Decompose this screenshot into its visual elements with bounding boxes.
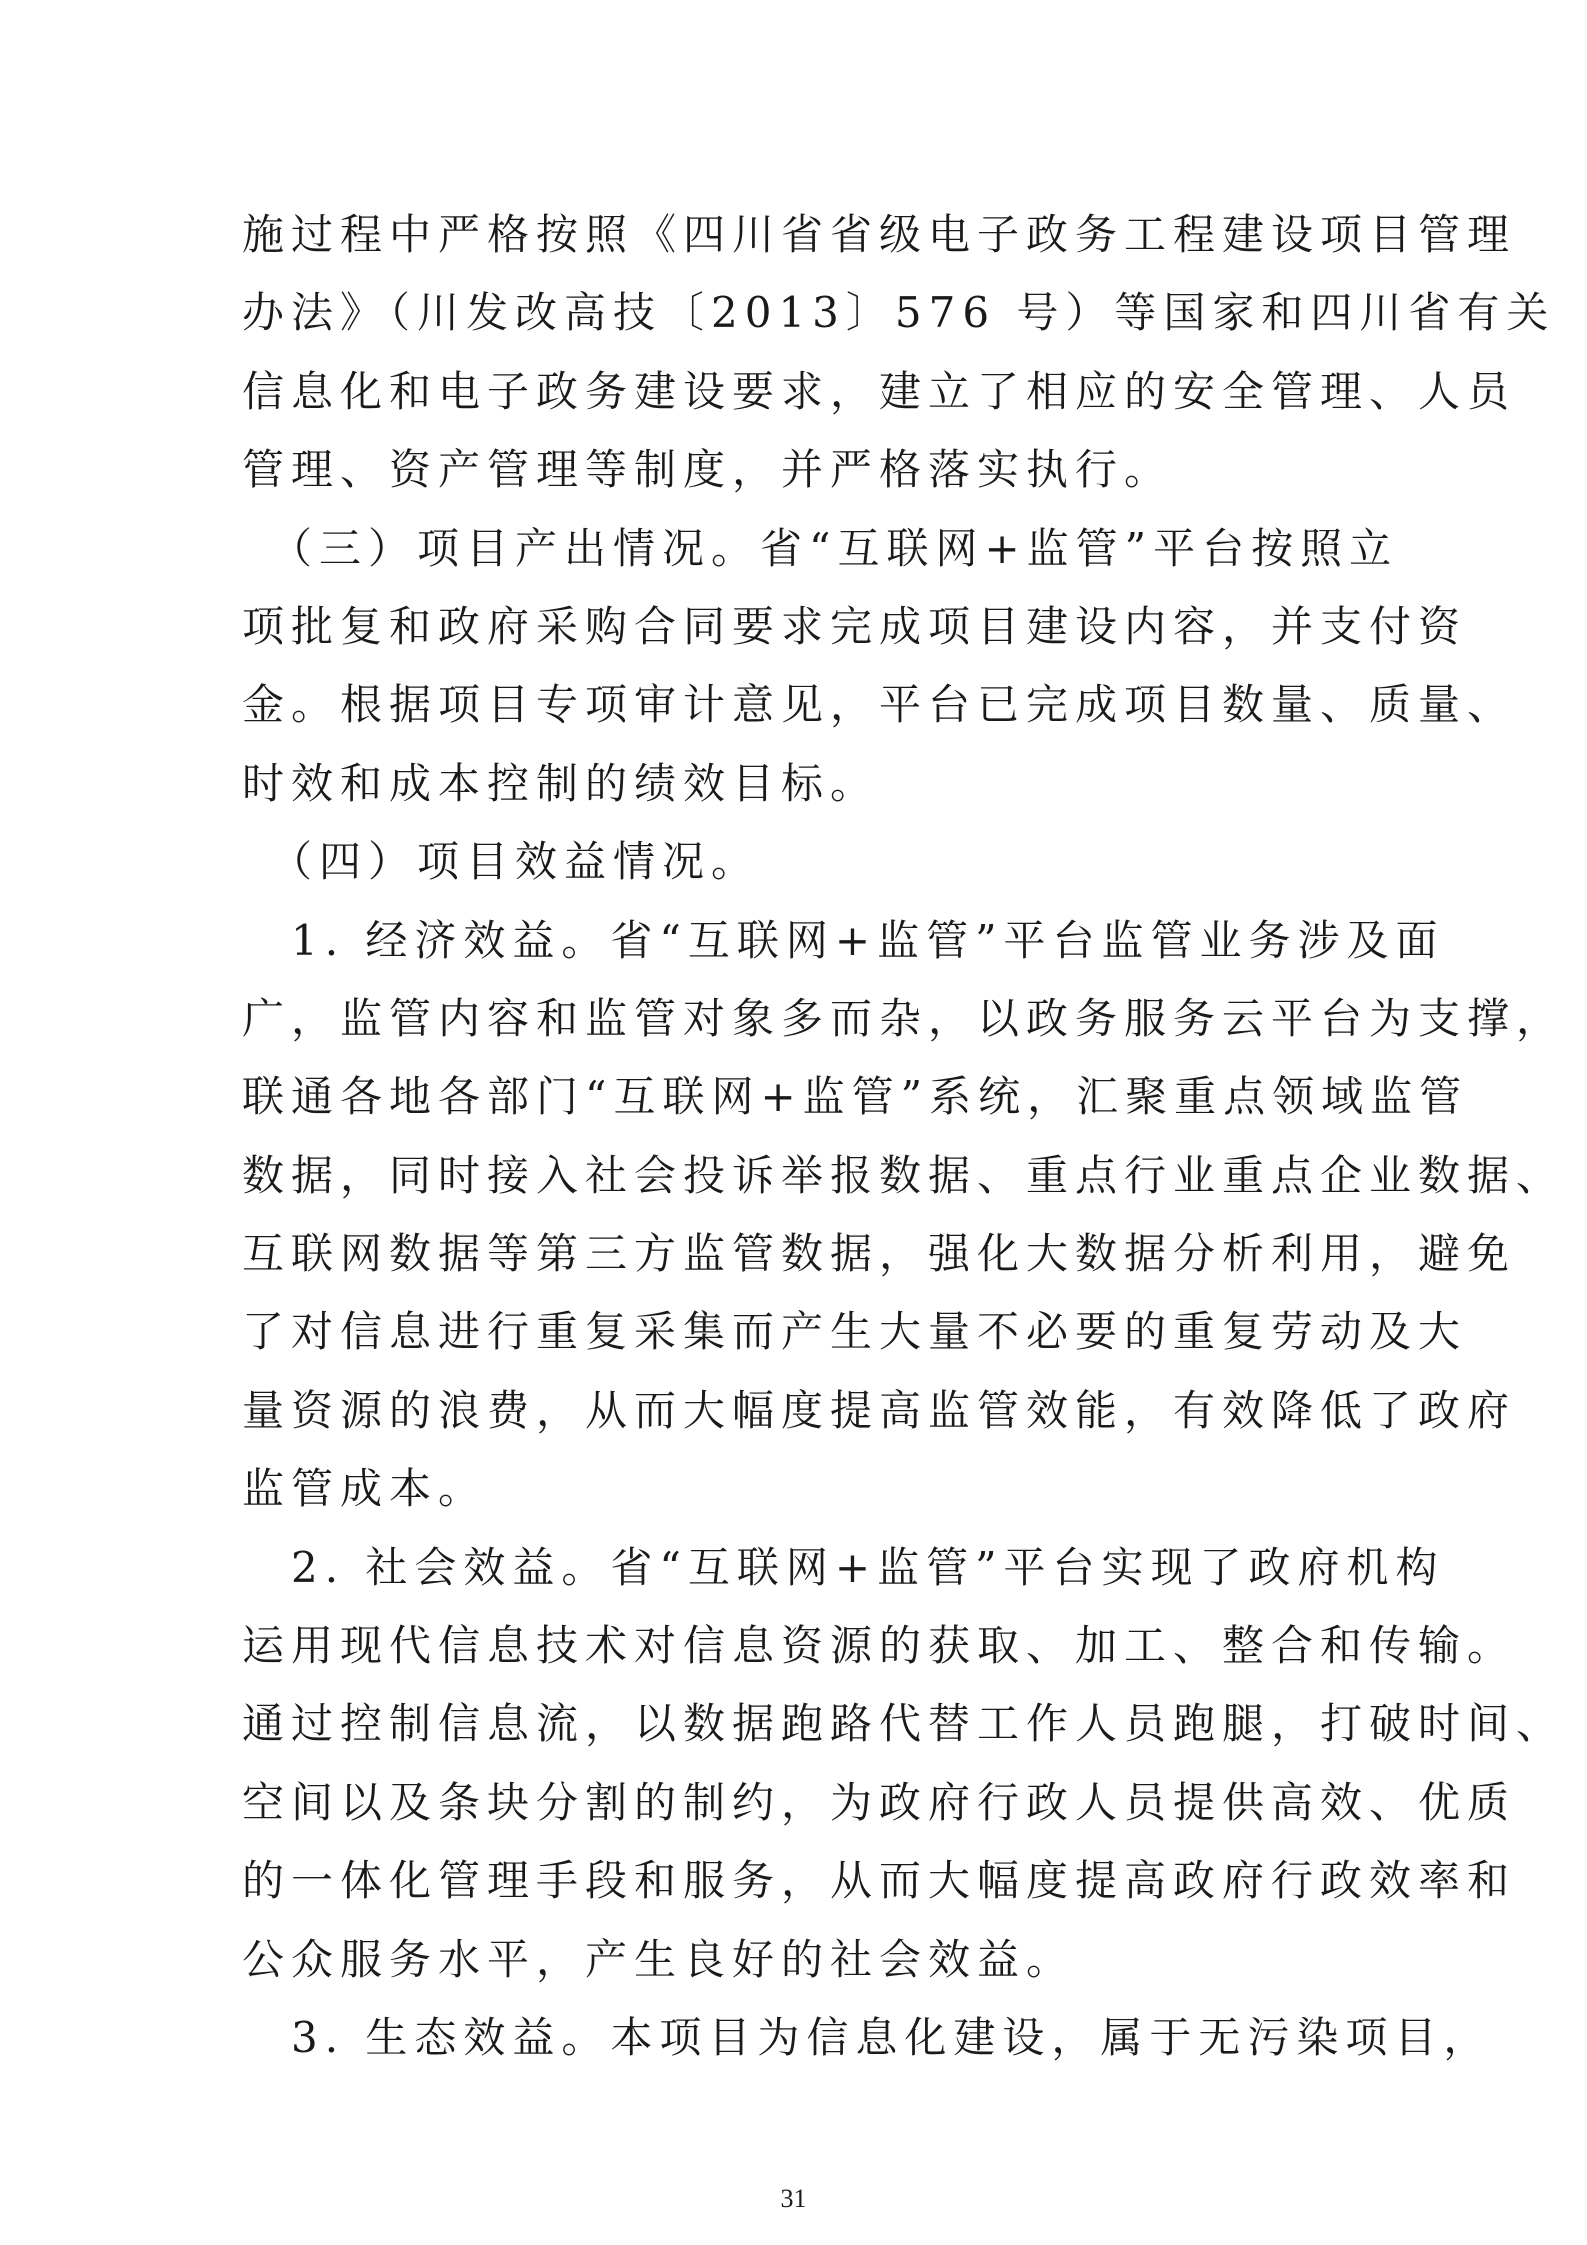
text-line: 联通各地各部门“互联网+监管”系统，汇聚重点领域监管	[242, 1072, 1469, 1122]
text-line: 管理、资产管理等制度，并严格落实执行。	[242, 445, 1174, 495]
text-line: 数据，同时接入社会投诉举报数据、重点行业重点企业数据、	[242, 1150, 1566, 1200]
text-line: 信息化和电子政务建设要求，建立了相应的安全管理、人员	[242, 366, 1517, 416]
text-line: 3. 生态效益。本项目为信息化建设，属于无污染项目，	[242, 2012, 1493, 2062]
text-line: 1. 经济效益。省“互联网+监管”平台监管业务涉及面	[242, 915, 1445, 965]
text-line: 办法》（川发改高技〔2013〕576 号）等国家和四川省有关	[242, 288, 1556, 338]
text-line: 了对信息进行重复采集而产生大量不必要的重复劳动及大	[242, 1307, 1468, 1357]
text-line: 运用现代信息技术对信息资源的获取、加工、整合和传输。	[242, 1621, 1517, 1671]
page-number: 31	[780, 2184, 807, 2213]
text-line: （四）项目效益情况。	[242, 837, 761, 887]
text-line: 项批复和政府采购合同要求完成项目建设内容，并支付资	[242, 601, 1468, 651]
text-line: 广，监管内容和监管对象多而杂，以政务服务云平台为支撑，	[242, 993, 1566, 1043]
text-line: 空间以及条块分割的制约，为政府行政人员提供高效、优质	[242, 1777, 1517, 1827]
text-line: 量资源的浪费，从而大幅度提高监管效能，有效降低了政府	[242, 1385, 1517, 1435]
text-line: 金。根据项目专项审计意见，平台已完成项目数量、质量、	[242, 680, 1517, 730]
body-text	[242, 196, 1566, 2077]
text-line: 公众服务水平，产生良好的社会效益。	[242, 1934, 1076, 1984]
text-line: 通过控制信息流，以数据跑路代替工作人员跑腿，打破时间、	[242, 1699, 1566, 1749]
text-line: 互联网数据等第三方监管数据，强化大数据分析利用，避免	[242, 1229, 1517, 1279]
text-line: 施过程中严格按照《四川省省级电子政务工程建设项目管理	[242, 210, 1517, 259]
text-line: 监管成本。	[242, 1464, 488, 1514]
text-line: 2. 社会效益。省“互联网+监管”平台实现了政府机构	[242, 1542, 1445, 1592]
text-line: 时效和成本控制的绩效目标。	[242, 758, 880, 808]
text-line: 的一体化管理手段和服务，从而大幅度提高政府行政效率和	[242, 1856, 1517, 1906]
text-line: （三）项目产出情况。省“互联网+监管”平台按照立	[242, 523, 1399, 573]
